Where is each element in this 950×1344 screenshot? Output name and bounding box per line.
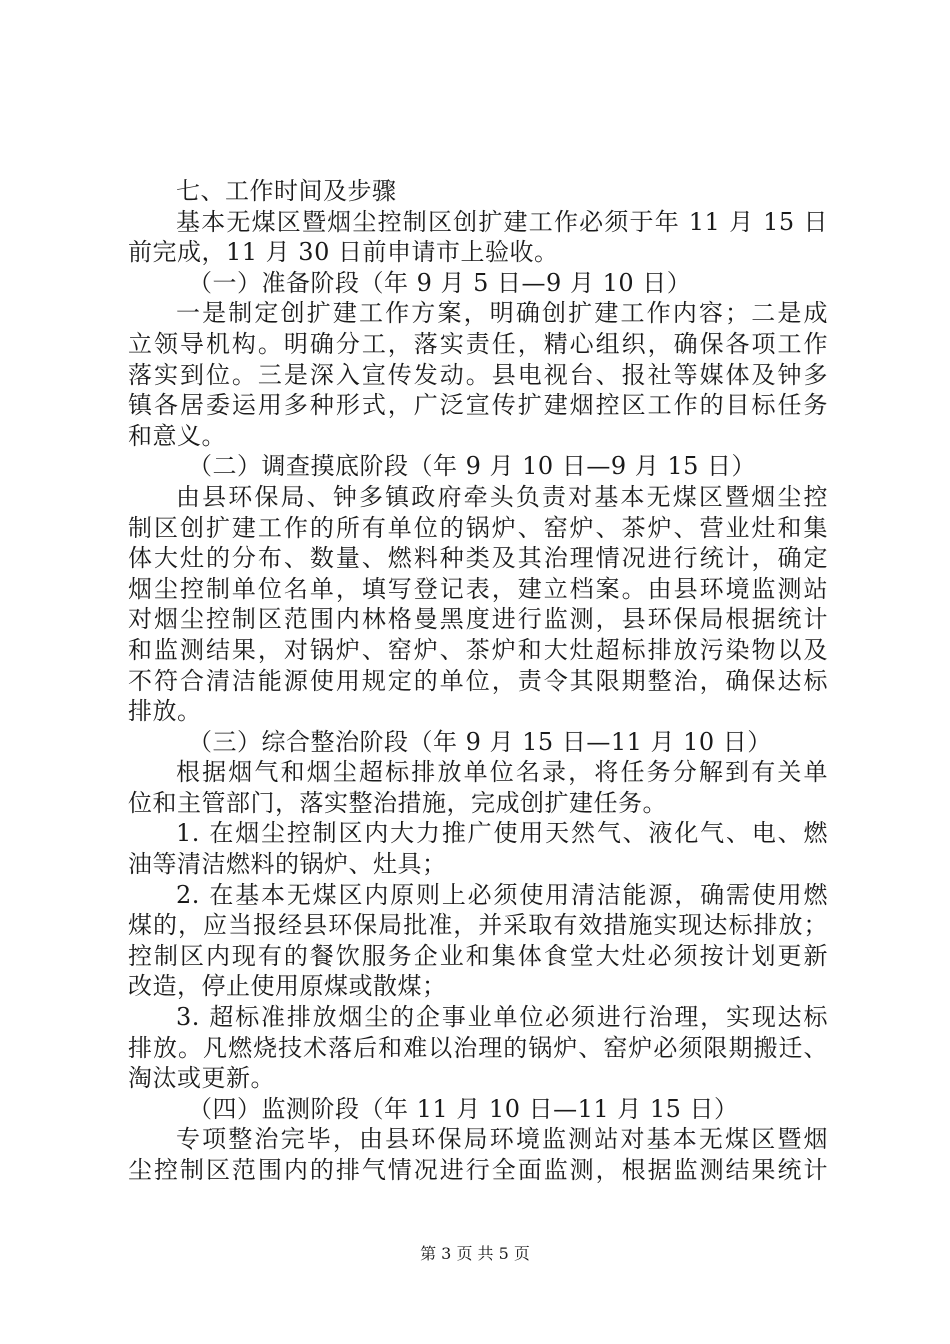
text-line: 由县环保局、钟多镇政府牵头负责对基本无煤区暨烟尘控 (176, 482, 828, 511)
text-line: 前完成，11 月 30 日前申请市上验收。 (128, 238, 559, 267)
text-line: 淘汰或更新。 (128, 1064, 275, 1093)
text-line: 专项整治完毕，由县环保局环境监测站对基本无煤区暨烟 (176, 1125, 828, 1154)
text-line: 煤的，应当报经县环保局批准，并采取有效措施实现达标排放； (128, 911, 828, 940)
text-line: 排放。凡燃烧技术落后和难以治理的锅炉、窑炉必须限期搬迁、 (128, 1033, 828, 1062)
text-line: 排放。 (128, 697, 202, 726)
text-line: 改造，停止使用原煤或散煤； (128, 972, 447, 1001)
text-line: 对烟尘控制区范围内林格曼黑度进行监测，县环保局根据统计 (128, 605, 828, 634)
text-line: 1. 在烟尘控制区内大力推广使用天然气、液化气、电、燃 (176, 819, 828, 848)
text-line: 和意义。 (128, 421, 226, 450)
text-line: （一）准备阶段（年 9 月 5 日—9 月 10 日） (188, 268, 692, 297)
text-line: 立领导机构。明确分工，落实责任，精心组织，确保各项工作 (128, 329, 828, 358)
text-line: 落实到位。三是深入宣传发动。县电视台、报社等媒体及钟多 (128, 360, 828, 389)
text-line: （四）监测阶段（年 11 月 10 日—11 月 15 日） (188, 1094, 739, 1123)
text-line: 控制区内现有的餐饮服务企业和集体食堂大灶必须按计划更新 (128, 941, 828, 970)
page-footer: 第 3 页 共 5 页 (420, 1244, 530, 1263)
text-line: 制区创扩建工作的所有单位的锅炉、窑炉、茶炉、营业灶和集 (128, 513, 828, 542)
text-line: 七、工作时间及步骤 (176, 177, 397, 205)
text-line: 和监测结果，对锅炉、窑炉、茶炉和大灶超标排放污染物以及 (128, 635, 828, 664)
document-body (128, 176, 828, 1186)
text-line: 体大灶的分布、数量、燃料种类及其治理情况进行统计，确定 (128, 544, 828, 573)
text-line: 根据烟气和烟尘超标排放单位名录，将任务分解到有关单 (176, 758, 828, 787)
text-line: 3. 超标准排放烟尘的企事业单位必须进行治理，实现达标 (176, 1003, 828, 1032)
text-line: 不符合清洁能源使用规定的单位，责令其限期整治，确保达标 (128, 666, 828, 695)
text-line: 油等清洁燃料的锅炉、灶具； (128, 850, 447, 879)
text-line: 烟尘控制单位名单，填写登记表，建立档案。由县环境监测站 (128, 574, 828, 603)
text-line: 基本无煤区暨烟尘控制区创扩建工作必须于年 11 月 15 日 (176, 207, 828, 236)
text-line: 镇各居委运用多种形式，广泛宣传扩建烟控区工作的目标任务 (128, 391, 828, 420)
text-line: 尘控制区范围内的排气情况进行全面监测，根据监测结果统计 (128, 1156, 828, 1184)
text-line: （三）综合整治阶段（年 9 月 15 日—11 月 10 日） (188, 727, 772, 756)
text-line: 一是制定创扩建工作方案，明确创扩建工作内容；二是成 (176, 299, 828, 328)
text-line: 2. 在基本无煤区内原则上必须使用清洁能源，确需使用燃 (176, 880, 828, 909)
text-line: 位和主管部门，落实整治措施，完成创扩建任务。 (128, 788, 667, 817)
text-line: （二）调查摸底阶段（年 9 月 10 日—9 月 15 日） (188, 452, 757, 481)
